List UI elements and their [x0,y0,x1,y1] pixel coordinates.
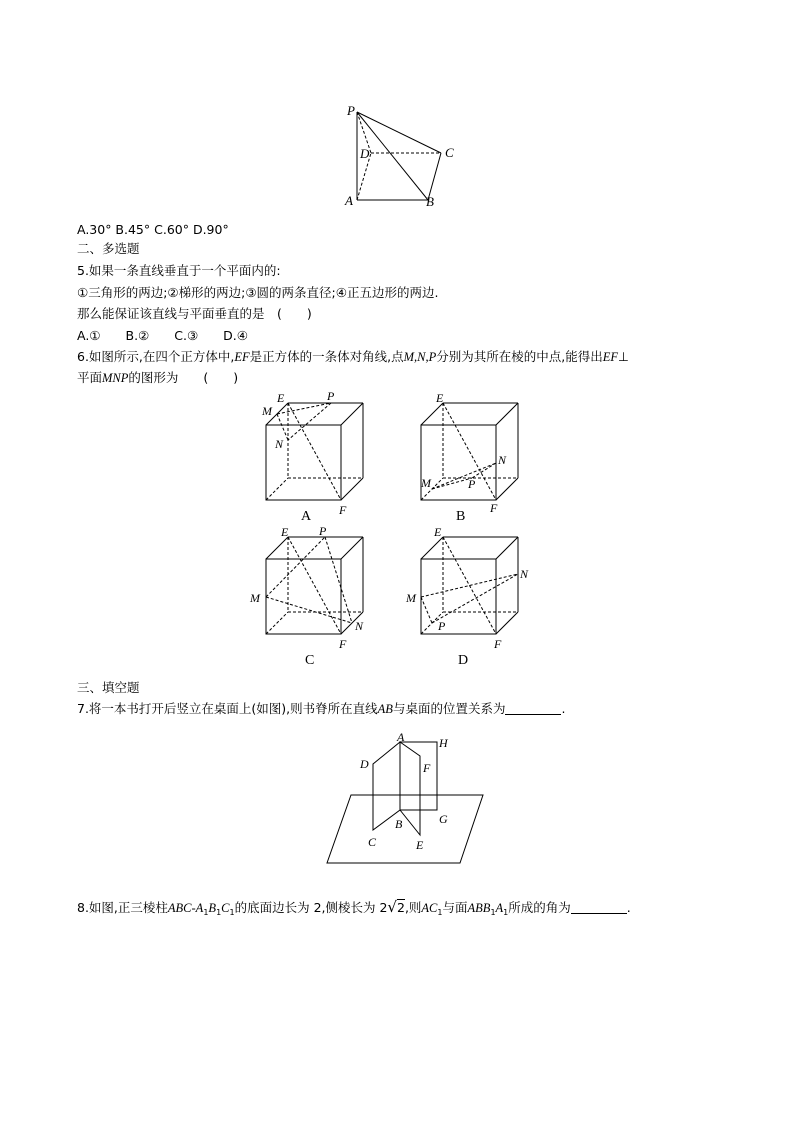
q8-end: . [626,900,631,915]
label-g: G [439,812,448,826]
label-c: C [368,835,377,849]
label-p: P [438,619,446,633]
desk-plane [327,795,483,863]
q8-answer-blank [571,901,627,914]
q6-ef2: EF [602,350,619,364]
q8-part3: ,则 [404,900,422,915]
q8-sub-a1: 1 [203,908,209,917]
q4-options: A.30° B.45° C.60° D.90° [77,222,229,237]
label-n: N [520,567,529,581]
q8-sub-a1-face: 1 [503,908,509,917]
q8-face: ABB [467,901,491,915]
q6-line2-prefix: 平面 [77,370,103,385]
q8-sub-ac1: 1 [437,908,443,917]
label-p: P [468,477,476,491]
q6-mid1: 是正方体的一条体对角线,点 [249,349,404,364]
q6-stem-line2 [77,370,238,386]
label-d: D [360,757,369,771]
q6-mnp: M,N,P [403,350,437,364]
q7-prefix: 7.将一本书打开后竖立在桌面上(如图),则书脊所在直线 [77,701,378,716]
q6-stem-line1 [77,349,629,365]
label-c: C [445,145,454,160]
page-back [400,742,437,810]
q8-part5: 所成的角为 [508,900,571,915]
label-e: E [434,525,442,539]
q8-ac: AC [421,901,438,915]
q8-part2: 的底面边长为 2,侧棱长为 2 [234,900,388,915]
label-b: B [395,817,403,831]
q5-stem: 5.如果一条直线垂直于一个平面内的: [77,263,281,278]
label-a: A [397,730,405,744]
caption-a: A [301,509,312,524]
cube-figure-c [245,522,375,667]
label-b: B [426,194,434,209]
q5-items: ①三角形的两边;②梯形的两边;③圆的两条直径;④正五边形的两边. [77,285,439,300]
q7-suffix: 与桌面的位置关系为 [392,701,506,716]
label-m: M [406,591,416,605]
q7-end: . [561,701,566,716]
caption-c: C [305,653,315,667]
cube-figure-b [410,388,530,528]
sqrt-symbol: √ [387,898,397,916]
q6-prefix: 6.如图所示,在四个正方体中, [77,349,235,364]
q8-face-a1: A [495,901,504,915]
label-d: D [360,146,370,161]
label-p: P [327,389,335,403]
q6-ef: EF [234,350,250,364]
q8-sqrt-value: 2 [396,900,405,915]
book-figure [310,730,490,870]
q6-mid2: 分别为其所在棱的中点,能得出 [436,349,603,364]
label-e: E [277,391,285,405]
label-n: N [498,453,507,467]
q8-stem [77,899,631,921]
section3-title: 三、填空题 [77,680,140,695]
edge-bc [428,153,441,200]
label-f: F [339,637,347,651]
q7-answer-blank [505,702,561,715]
q8-c1: C [221,901,230,915]
cube-figure-a [255,388,375,528]
cube-figure-d [400,522,540,667]
q8-sub-b1: 1 [216,908,222,917]
q7-stem [77,701,565,717]
q8-prism: ABC-A [167,901,204,915]
q8-sub-c1: 1 [229,908,235,917]
section2-title: 二、多选题 [77,241,140,256]
label-a: A [345,193,353,208]
label-n: N [355,619,364,633]
label-f: F [423,761,431,775]
label-f: F [494,637,502,651]
q6-line2-suffix: 的图形为 ( ) [128,370,239,385]
q6-mnp2: MNP [102,371,129,385]
label-m: M [262,404,272,418]
q5-options: A.① B.② C.③ D.④ [77,328,248,343]
label-h: H [439,736,448,750]
caption-d: D [458,653,469,667]
edge-pc [357,112,441,153]
label-e: E [436,391,444,405]
q8-part4: 与面 [442,900,468,915]
q6-perp: ⊥ [618,349,629,364]
label-f: F [490,501,498,515]
q8-prefix: 8.如图,正三棱柱 [77,900,168,915]
q8-b1: B [208,901,217,915]
label-e: E [281,525,289,539]
label-f: F [339,503,347,517]
q5-question: 那么能保证该直线与平面垂直的是 ( ) [77,306,312,321]
label-e: E [416,838,424,852]
page-front [400,742,420,835]
label-p: P [319,524,327,538]
label-p: P [347,103,355,118]
label-m: M [250,591,260,605]
label-n: N [275,437,284,451]
q8-sub-b1-face: 1 [490,908,496,917]
q7-ab: AB [377,702,393,716]
label-m: M [421,476,431,490]
pyramid-figure [335,98,465,213]
caption-b: B [456,509,466,524]
